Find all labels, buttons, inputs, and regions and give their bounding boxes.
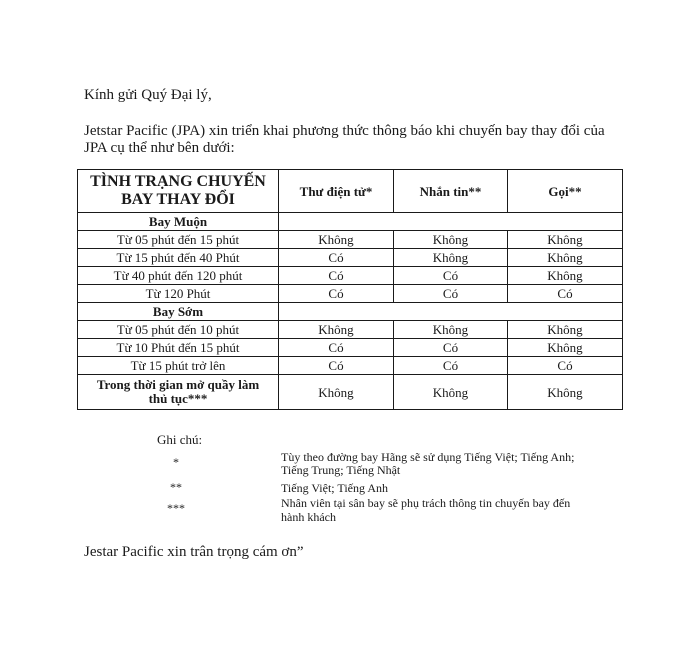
cell-email: Có — [279, 357, 394, 375]
cell-call: Có — [508, 357, 623, 375]
row-label: Từ 120 Phút — [78, 285, 279, 303]
note-text-1-line-2: Tiếng Trung; Tiếng Nhật — [281, 463, 401, 477]
header-status-line-2: BAY THAY ĐỔI — [121, 191, 235, 208]
table-row — [78, 285, 623, 303]
cell-call: Không — [508, 321, 623, 339]
section-row-late — [78, 213, 623, 231]
notification-table — [77, 169, 623, 410]
cell-email: Không — [279, 231, 394, 249]
section-late-blank — [279, 213, 623, 231]
row-label: Từ 15 phút đến 40 Phút — [78, 249, 279, 267]
cell-call: Không — [508, 249, 623, 267]
row-label: Từ 10 Phút đến 15 phút — [78, 339, 279, 357]
row-label: Từ 15 phút trở lên — [78, 357, 279, 375]
header-status-line-1: TÌNH TRẠNG CHUYẾN — [90, 173, 266, 190]
cell-call: Không — [508, 339, 623, 357]
table-row — [78, 321, 623, 339]
header-status — [78, 170, 279, 213]
intro-line-2: JPA cụ thể như bên dưới: — [84, 140, 235, 156]
note-mark-2: ** — [170, 480, 182, 494]
notes-title: Ghi chú: — [157, 432, 203, 447]
table-row — [78, 267, 623, 285]
cell-call: Không — [508, 267, 623, 285]
table-row — [78, 357, 623, 375]
section-late-label: Bay Muộn — [78, 213, 279, 231]
table-row — [78, 339, 623, 357]
cell-sms: Không — [394, 231, 508, 249]
table-row — [78, 249, 623, 267]
cell-email: Không — [279, 321, 394, 339]
checkin-label-line-1: Trong thời gian mở quầy làm — [96, 377, 260, 392]
intro-line-1: Jetstar Pacific (JPA) xin triển khai phương thức thông báo khi chuyến bay thay đổi của — [84, 123, 605, 139]
cell-call: Không — [508, 375, 623, 410]
table-row-checkin — [78, 375, 623, 410]
cell-email: Có — [279, 267, 394, 285]
header-call: Gọi** — [508, 170, 623, 213]
note-text-3-line-1: Nhân viên tại sân bay sẽ phụ trách thông tin chuyến bay đến — [281, 496, 571, 510]
cell-call: Có — [508, 285, 623, 303]
greeting: Kính gửi Quý Đại lý, — [84, 87, 212, 103]
cell-email: Có — [279, 285, 394, 303]
section-early-label: Bay Sớm — [78, 303, 279, 321]
cell-sms: Có — [394, 339, 508, 357]
row-label-checkin — [78, 375, 279, 410]
table-row — [78, 231, 623, 249]
cell-email: Có — [279, 249, 394, 267]
row-label: Từ 40 phút đến 120 phút — [78, 267, 279, 285]
table-header-row — [78, 170, 623, 213]
note-mark-3: *** — [167, 501, 185, 515]
cell-email: Có — [279, 339, 394, 357]
cell-sms: Không — [394, 375, 508, 410]
cell-email: Không — [279, 375, 394, 410]
cell-sms: Có — [394, 357, 508, 375]
note-mark-1: * — [173, 455, 179, 469]
header-email: Thư điện tử* — [279, 170, 394, 213]
header-sms: Nhắn tin** — [394, 170, 508, 213]
cell-call: Không — [508, 231, 623, 249]
section-row-early — [78, 303, 623, 321]
cell-sms: Có — [394, 267, 508, 285]
checkin-label-line-2: thủ tục*** — [148, 391, 208, 406]
section-early-blank — [279, 303, 623, 321]
note-text-1-line-1: Tùy theo đường bay Hãng sẽ sử dụng Tiếng Việt; Tiếng Anh; — [281, 450, 575, 464]
note-text-2: Tiếng Việt; Tiếng Anh — [281, 481, 388, 495]
row-label: Từ 05 phút đến 10 phút — [78, 321, 279, 339]
cell-sms: Có — [394, 285, 508, 303]
row-label: Từ 05 phút đến 15 phút — [78, 231, 279, 249]
cell-sms: Không — [394, 249, 508, 267]
closing-line: Jestar Pacific xin trân trọng cám ơn” — [84, 544, 304, 560]
note-text-3-line-2: hành khách — [281, 510, 336, 524]
cell-sms: Không — [394, 321, 508, 339]
